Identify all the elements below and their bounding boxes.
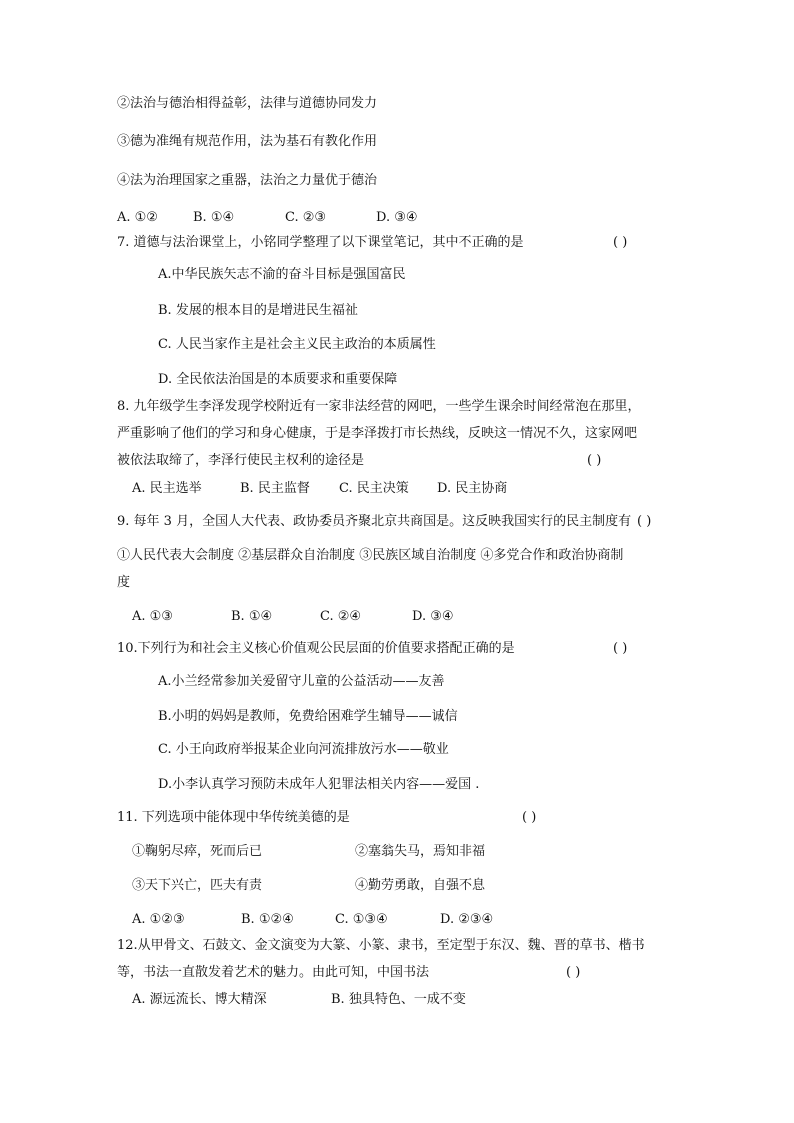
q11-answer-paren: ( ) [522, 810, 537, 825]
q11-stem: 11. 下列选项中能体现中华传统美德的是 [117, 810, 350, 825]
q7-option-c: C. 人民当家作主是社会主义民主政治的本质属性 [158, 337, 436, 352]
q6-item-3: ③德为准绳有规范作用，法为基石有教化作用 [117, 134, 378, 149]
q9-option-c: C. ②④ [320, 609, 362, 624]
q12-option-a: A. 源远流长、博大精深 [132, 992, 267, 1007]
q9-option-b: B. ①④ [231, 609, 273, 624]
q7-option-a: A.中华民族矢志不渝的奋斗目标是强国富民 [158, 267, 406, 282]
q11-item-2: ②塞翁失马，焉知非福 [355, 844, 486, 859]
q9-answer-paren: ( ) [637, 514, 652, 529]
q6-option-b: B. ①④ [193, 210, 235, 225]
q9-items-line-1: ①人民代表大会制度 ②基层群众自治制度 ③民族区域自治制度 ④多党合作和政治协商制 [117, 548, 624, 563]
q12-stem-line-1: 12.从甲骨文、石鼓文、金文演变为大篆、小篆、隶书，至定型于东汉、魏、晋的草书、楷书 [117, 938, 645, 953]
q8-option-c: C. 民主决策 [339, 481, 409, 496]
q11-option-a: A. ①②③ [132, 912, 185, 927]
q9-option-d: D. ③④ [412, 609, 454, 624]
q9-option-a: A. ①③ [132, 609, 173, 624]
q6-option-d: D. ③④ [376, 210, 418, 225]
q8-stem-line-3: 被依法取缔了，李泽行使民主权利的途径是 [117, 453, 365, 468]
q12-option-b: B. 独具特色、一成不变 [331, 992, 466, 1007]
q11-item-1: ①鞠躬尽瘁，死而后已 [132, 844, 263, 859]
q10-answer-paren: ( ) [613, 641, 628, 656]
q7-option-b: B. 发展的根本目的是增进民生福祉 [158, 303, 358, 318]
q7-answer-paren: ( ) [613, 235, 628, 250]
q6-option-a: A. ①② [117, 210, 158, 225]
q11-option-b: B. ①②④ [241, 912, 294, 927]
q10-option-a: A.小兰经常参加关爱留守儿童的公益活动——友善 [158, 674, 445, 689]
q8-option-b: B. 民主监督 [240, 481, 310, 496]
q6-item-2: ②法治与德治相得益彰，法律与道德协同发力 [117, 96, 378, 111]
q9-stem: 9. 每年 3 月，全国人大代表、政协委员齐聚北京共商国是。这反映我国实行的民主制度有 [117, 514, 632, 529]
q12-stem-line-2: 等，书法一直散发着艺术的魅力。由此可知，中国书法 [117, 965, 430, 980]
q10-stem: 10.下列行为和社会主义核心价值观公民层面的价值要求搭配正确的是 [117, 641, 515, 656]
q11-option-d: D. ②③④ [440, 912, 494, 927]
q10-option-d: D.小李认真学习预防未成年人犯罪法相关内容——爱国 . [158, 777, 480, 792]
q7-stem: 7. 道德与法治课堂上，小铭同学整理了以下课堂笔记，其中不正确的是 [117, 235, 524, 250]
q8-stem-line-2: 严重影响了他们的学习和身心健康，于是李泽拨打市长热线，反映这一情况不久，这家网吧 [117, 426, 638, 441]
q6-option-c: C. ②③ [285, 210, 327, 225]
q11-item-3: ③天下兴亡，匹夫有责 [132, 878, 263, 893]
q10-option-b: B.小明的妈妈是教师，免费给困难学生辅导——诚信 [158, 709, 458, 724]
q11-item-4: ④勤劳勇敢，自强不息 [355, 878, 486, 893]
q10-option-c: C. 小王向政府举报某企业向河流排放污水——敬业 [158, 742, 449, 757]
q8-option-d: D. 民主协商 [437, 481, 508, 496]
q8-stem-line-1: 8. 九年级学生李泽发现学校附近有一家非法经营的网吧，一些学生课余时间经常泡在那里， [117, 399, 641, 414]
q8-option-a: A. 民主选举 [132, 481, 202, 496]
q12-answer-paren: ( ) [566, 965, 581, 980]
q7-option-d: D. 全民依法治国是的本质要求和重要保障 [158, 372, 398, 387]
q8-answer-paren: ( ) [587, 453, 602, 468]
q6-item-4: ④法为治理国家之重器，法治之力量优于德治 [117, 173, 378, 188]
q9-items-line-2: 度 [117, 575, 131, 590]
q11-option-c: C. ①③④ [335, 912, 388, 927]
